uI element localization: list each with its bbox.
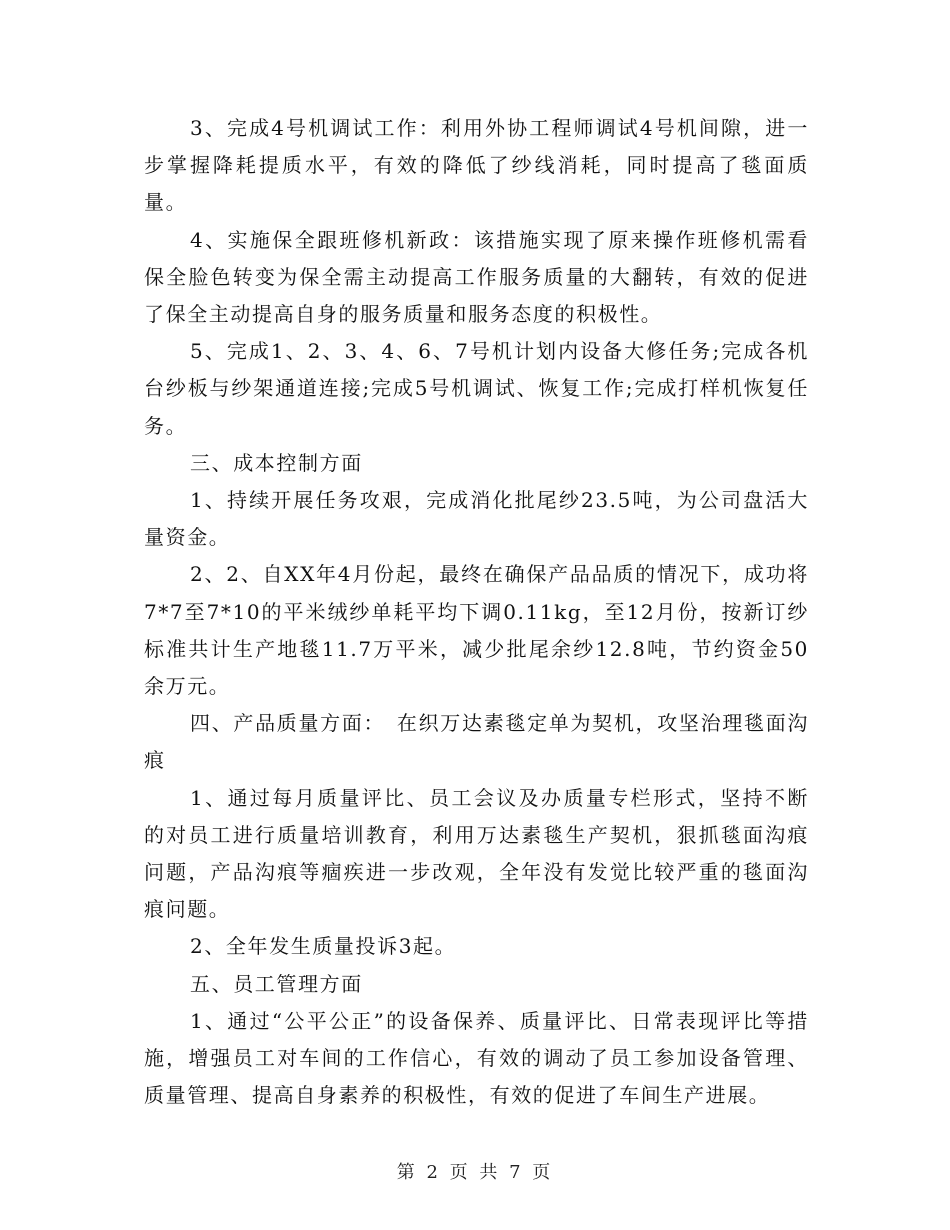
paragraph-quality-2: 2、全年发生质量投诉3起。 [190, 934, 457, 959]
paragraph-item-4: 4、实施保全跟班修机新政：该措施实现了原来操作班修机需看保全脸色转变为保全需主动提高工作服务质量的大翻转，有效的促进了保全主动提高自身的服务质量和服务态度的积极性。 [144, 227, 809, 327]
page-number-footer: 第 2 页 共 7 页 [396, 1162, 554, 1183]
paragraph-item-3: 3、完成4号机调试工作：利用外协工程师调试4号机间隙，进一步掌握降耗提质水平，有效的降低了纱线消耗，同时提高了毯面质量。 [144, 116, 809, 215]
section-heading-product-quality: 四、产品质量方面： 在织万达素毯定单为契机，攻坚治理毯面沟痕 [144, 711, 809, 773]
paragraph-quality-1: 1、通过每月质量评比、员工会议及办质量专栏形式，坚持不断的对员工进行质量培训教育，利用万达素毯生产契机，狠抓毯面沟痕问题，产品沟痕等痼疾进一步改观，全年没有发觉比较严重的毯面沟痕问题。 [144, 785, 809, 922]
document-body [144, 110, 809, 1114]
section-heading-cost-control: 三、成本控制方面 [190, 450, 363, 475]
paragraph-item-5: 5、完成1、2、3、4、6、7号机计划内设备大修任务;完成各机台纱板与纱架通道连接;完成5号机调试、恢复工作;完成打样机恢复任务。 [144, 339, 809, 438]
section-heading-staff-management: 五、员工管理方面 [190, 971, 363, 996]
paragraph-staff-1: 1、通过“公平公正”的设备保养、质量评比、日常表现评比等措施，增强员工对车间的工作信心，有效的调动了员工参加设备管理、质量管理、提高自身素养的积极性，有效的促进了车间生产进展。 [144, 1008, 809, 1108]
paragraph-cost-2: 2、2、自XX年4月份起，最终在确保产品品质的情况下，成功将7*7至7*10的平米绒纱单耗平均下调0.11kg，至12月份，按新订纱标准共计生产地毯11.7万平米，减少批尾余纱12.8吨，节约资金50余万元。 [144, 562, 809, 699]
paragraph-cost-1: 1、持续开展任务攻艰，完成消化批尾纱23.5吨，为公司盘活大量资金。 [144, 488, 809, 550]
